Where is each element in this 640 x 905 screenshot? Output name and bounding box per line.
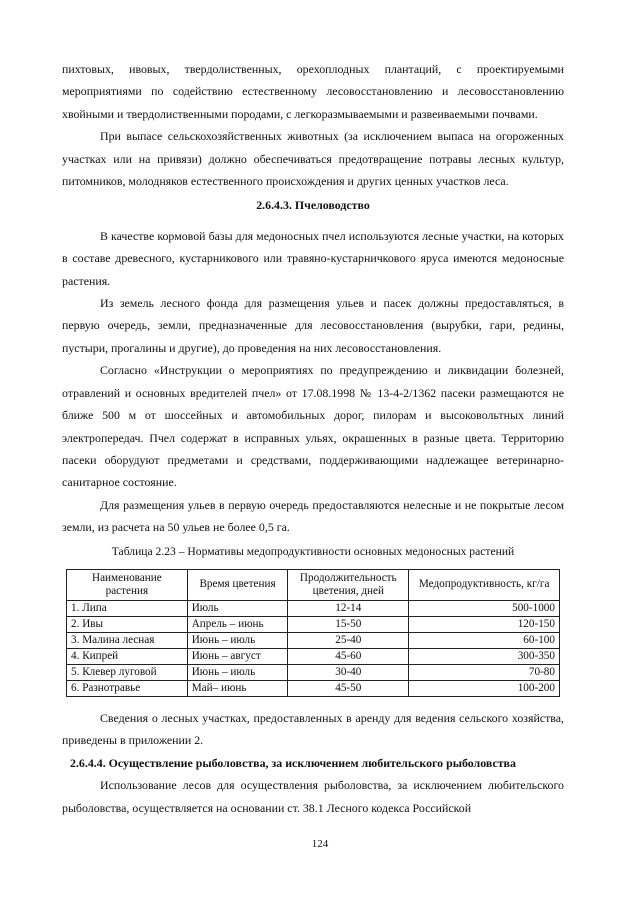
cell-productivity: 120-150 [409, 616, 560, 632]
cell-bloom-time: Июнь – июль [187, 632, 288, 648]
cell-productivity: 100-200 [409, 680, 560, 696]
cell-duration: 12-14 [288, 600, 409, 616]
cell-bloom-time: Июнь – август [187, 648, 288, 664]
table-row [67, 616, 560, 632]
paragraph-lands: Из земель лесного фонда для размещения ульев и пасек должны предоставляться, в первую очередь, земли, предназначенные для лесовосстановления (вырубки, гари, редины, пустыри, прогалины и другие), до проведения на них лесовосстановления. [62, 296, 564, 355]
page-number: 124 [311, 838, 329, 850]
paragraph-continuation: пихтовых, ивовых, твердолиственных, орехоплодных плантаций, с проектируемыми мероприятиями по содействию естественному лесовосстановлению и лесовосстановлению хвойными и твердолиственными породами, с легкоразмываемыми и развеиваемыми почвами. [62, 62, 564, 121]
cell-duration: 45-60 [288, 648, 409, 664]
table-row [67, 632, 560, 648]
paragraph-fishing: Использование лесов для осуществления рыболовства, за исключением любительского рыболовства, осуществляется на основании ст. 38.1 Лесного кодекса Российской [62, 778, 564, 815]
paragraph-grazing: При выпасе сельскохозяйственных животных (за исключением выпаса на огороженных участках или на привязи) должно обеспечиваться предотвращение потравы лесных культур, питомников, молодняков естественного происхождения и других ценных участков леса. [62, 129, 564, 189]
cell-duration: 25-40 [288, 632, 409, 648]
cell-bloom-time: Июнь – июль [187, 664, 288, 680]
cell-duration: 45-50 [288, 680, 409, 696]
table-row [67, 680, 560, 696]
cell-plant: 1. Липа [67, 600, 188, 616]
paragraph-placement: Для размещения ульев в первую очередь предоставляются нелесные и не покрытые лесом земли, из расчета на 50 ульев не более 0,5 га. [62, 497, 564, 535]
cell-plant: 4. Кипрей [67, 648, 188, 664]
header-bloom-duration: Продолжительность цветения, дней [288, 569, 409, 600]
table-header-row [67, 569, 560, 600]
cell-productivity: 300-350 [409, 648, 560, 664]
cell-plant: 6. Разнотравье [67, 680, 188, 696]
cell-plant: 2. Ивы [67, 616, 188, 632]
table-caption: Таблица 2.23 – Нормативы медопродуктивности основных медоносных растений [111, 544, 515, 558]
cell-productivity: 70-80 [409, 664, 560, 680]
section-heading-fishing: 2.6.4.4. Осуществление рыболовства, за исключением любительского рыболовства [70, 755, 516, 770]
cell-duration: 30-40 [288, 664, 409, 680]
cell-bloom-time: Июль [187, 600, 288, 616]
cell-bloom-time: Апрель – июнь [187, 616, 288, 632]
cell-plant: 5. Клевер луговой [67, 664, 188, 680]
table-row [67, 664, 560, 680]
cell-productivity: 60-100 [409, 632, 560, 648]
honey-productivity-table [66, 569, 560, 697]
table-row [67, 600, 560, 616]
table-row [67, 648, 560, 664]
cell-productivity: 500-1000 [409, 600, 560, 616]
cell-plant: 3. Малина лесная [67, 632, 188, 648]
cell-bloom-time: Май– июнь [187, 680, 288, 696]
header-plant-name: Наименование растения [67, 569, 188, 600]
text-body [62, 58, 564, 819]
header-bloom-time: Время цветения [187, 569, 288, 600]
paragraph-forage-base: В качестве кормовой базы для медоносных пчел используются лесные участки, на которых в составе древесного, кустарникового или травяно-кустарничкового яруса имеются медоносные растения. [62, 228, 564, 288]
paragraph-lease: Сведения о лесных участках, предоставленных в аренду для ведения сельского хозяйства, приведены в приложении 2. [62, 710, 564, 748]
cell-duration: 15-50 [288, 616, 409, 632]
section-heading-beekeeping: 2.6.4.3. Пчеловодство [256, 198, 370, 213]
header-honey-productivity: Медопродуктивность, кг/га [409, 569, 560, 600]
paragraph-instruction: Согласно «Инструкции о мероприятиях по предупреждению и ликвидации болезней, отравлений и основных вредителей пчел» от 17.08.1998 № 13-4-2/1362 пасеки размещаются не ближе 500 м от шоссейных и автомобильных дорог, пилорам и высоковольтных линий электропередач. Пчел содержат в исправных ульях, окрашенных в разные цвета. Территорию пасеки оборудуют предметами и средствами, поддерживающими надлежащее ветеринарно-санитарное состояние. [62, 363, 564, 490]
